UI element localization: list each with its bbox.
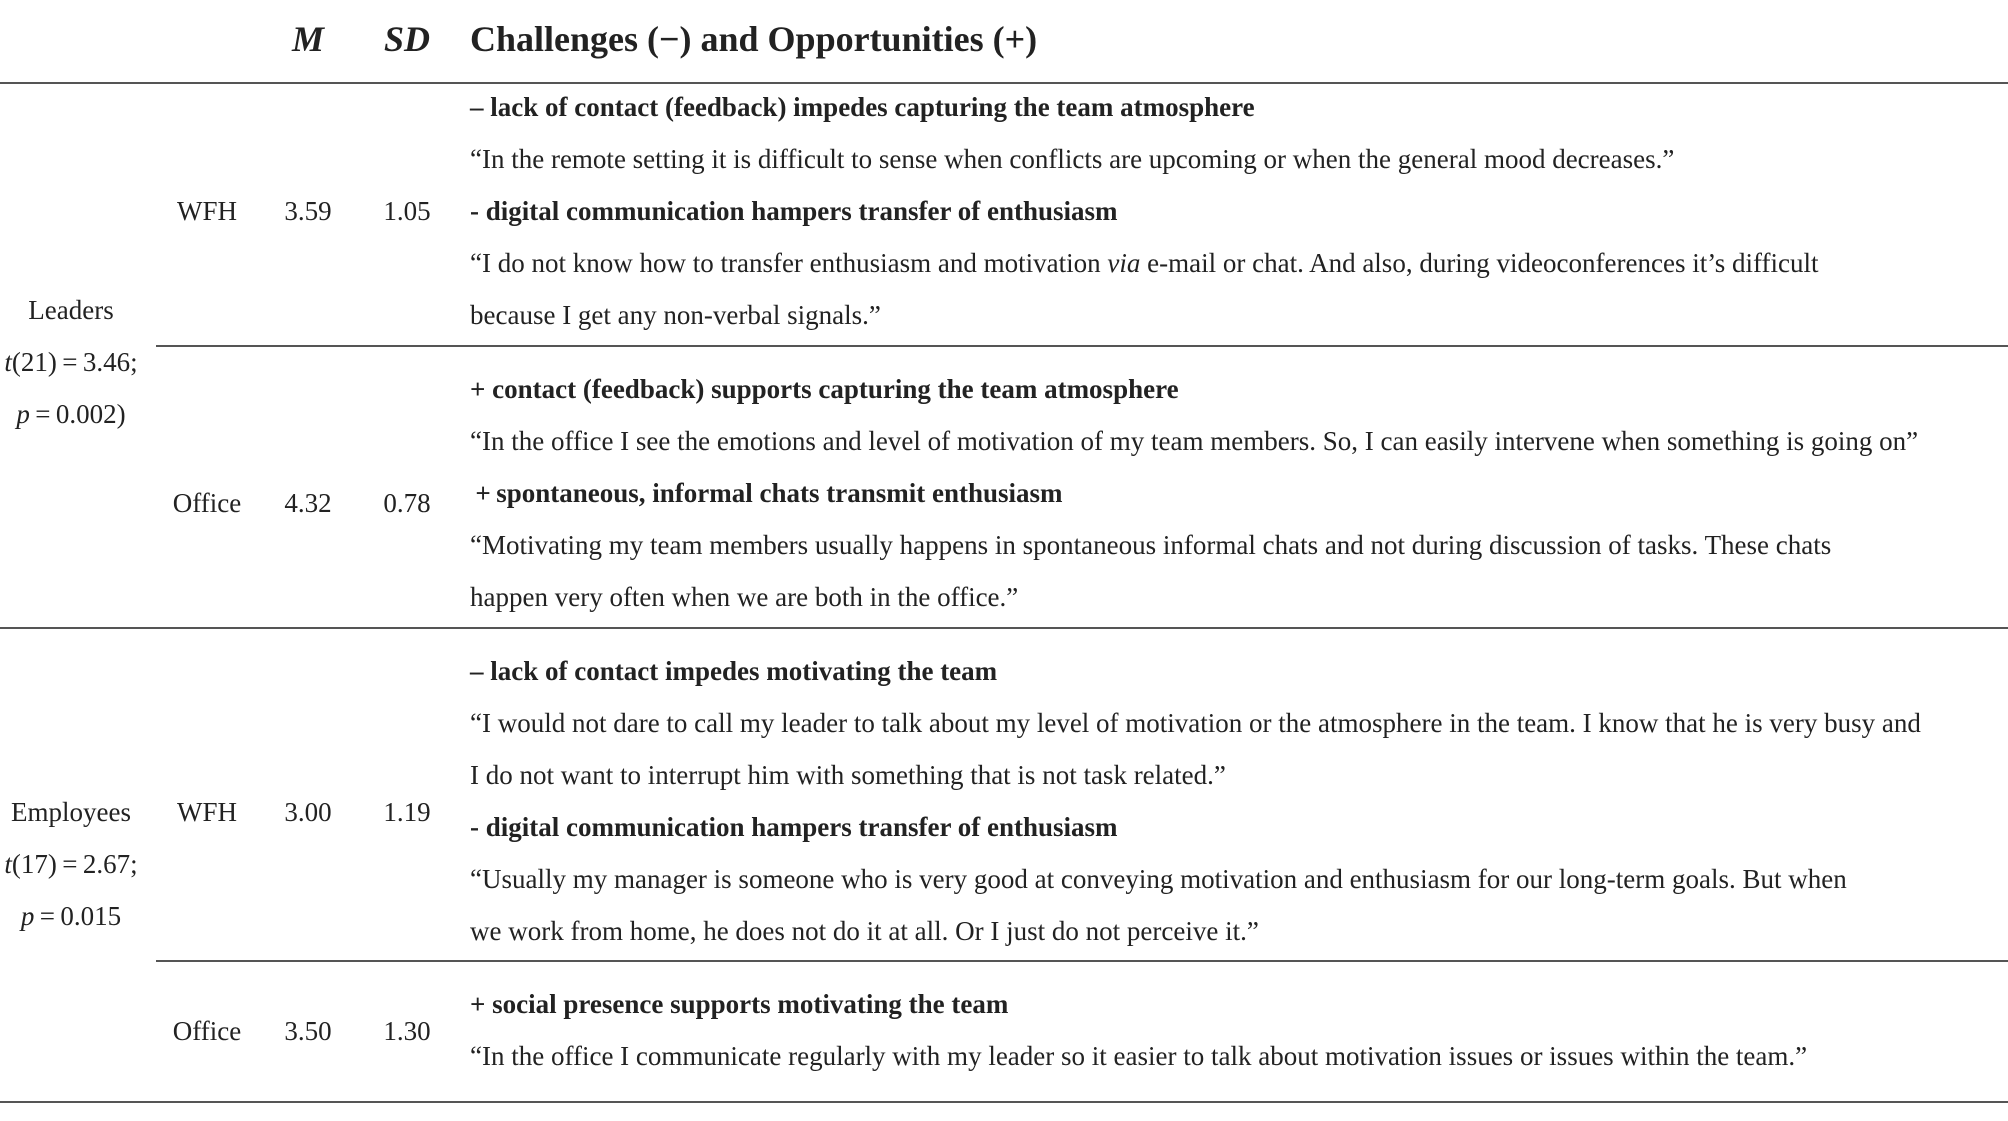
item-heading: - digital communication hampers transfer of enthusiasm (470, 812, 1118, 842)
group-t-stat: t(21) = 3.46; (4, 347, 138, 377)
item-quote-line2: because I get any non-verbal signals.” (470, 300, 881, 330)
item-heading: + contact (feedback) supports capturing the team atmosphere (470, 374, 1179, 404)
row-setting: Office (172, 1016, 242, 1046)
row-sd: 1.30 (383, 1016, 431, 1046)
row-setting: WFH (177, 797, 237, 827)
row-divider (156, 960, 2008, 962)
row-divider (156, 345, 2008, 347)
item-heading: + social presence supports motivating the team (470, 989, 1009, 1019)
group-name: Leaders (28, 295, 114, 325)
item-quote: “I would not dare to call my leader to talk about my level of motivation or the atmosphere in the team. I know that he is very busy and (470, 708, 1921, 738)
row-sd: 0.78 (383, 488, 431, 518)
item-quote-line2: I do not want to interrupt him with something that is not task related.” (470, 760, 1226, 790)
item-quote: “Usually my manager is someone who is very good at conveying motivation and enthusiasm for our long-term goals. But when (470, 864, 1847, 894)
item-heading: - digital communication hampers transfer of enthusiasm (470, 196, 1118, 226)
item-quote: “Motivating my team members usually happens in spontaneous informal chats and not during discussion of tasks. These chats (470, 530, 1832, 560)
header-sd: SD (383, 19, 431, 59)
group-t-stat: t(17) = 2.67; (4, 849, 138, 879)
item-heading: + spontaneous, informal chats transmit enthusiasm (470, 478, 1063, 508)
group-p-stat: p = 0.002) (16, 399, 126, 429)
item-heading: – lack of contact (feedback) impedes capturing the team atmosphere (470, 92, 1255, 122)
header-rule (0, 82, 2008, 84)
header-challenges: Challenges (−) and Opportunities (+) (470, 19, 1038, 59)
group-leaders-label (0, 284, 142, 440)
group-divider (0, 627, 2008, 629)
row-mean: 4.32 (284, 488, 332, 518)
group-p-stat: p = 0.015 (20, 901, 122, 931)
item-quote: “In the remote setting it is difficult to sense when conflicts are upcoming or when the general mood decreases.” (470, 144, 1675, 174)
header-mean: M (291, 19, 325, 59)
item-quote-line2: happen very often when we are both in the office.” (470, 582, 1019, 612)
row-setting: Office (172, 488, 242, 518)
row-sd: 1.19 (383, 797, 431, 827)
row-setting: WFH (177, 196, 237, 226)
item-quote: “In the office I communicate regularly with my leader so it easier to talk about motivation issues or issues within the team.” (470, 1041, 1808, 1071)
row-mean: 3.00 (284, 797, 332, 827)
item-quote-line2: we work from home, he does not do it at all. Or I just do not perceive it.” (470, 916, 1259, 946)
item-quote: “In the office I see the emotions and level of motivation of my team members. So, I can easily intervene when something is going on” (470, 426, 1919, 456)
item-quote: “I do not know how to transfer enthusiasm and motivation via e-mail or chat. And also, during videoconferences it’s difficult (470, 248, 1819, 278)
item-heading: – lack of contact impedes motivating the team (470, 656, 998, 686)
group-employees-label (0, 786, 142, 942)
bottom-rule (0, 1101, 2008, 1103)
row-mean: 3.50 (284, 1016, 332, 1046)
group-name: Employees (11, 797, 131, 827)
row-sd: 1.05 (383, 196, 431, 226)
row-mean: 3.59 (284, 196, 332, 226)
